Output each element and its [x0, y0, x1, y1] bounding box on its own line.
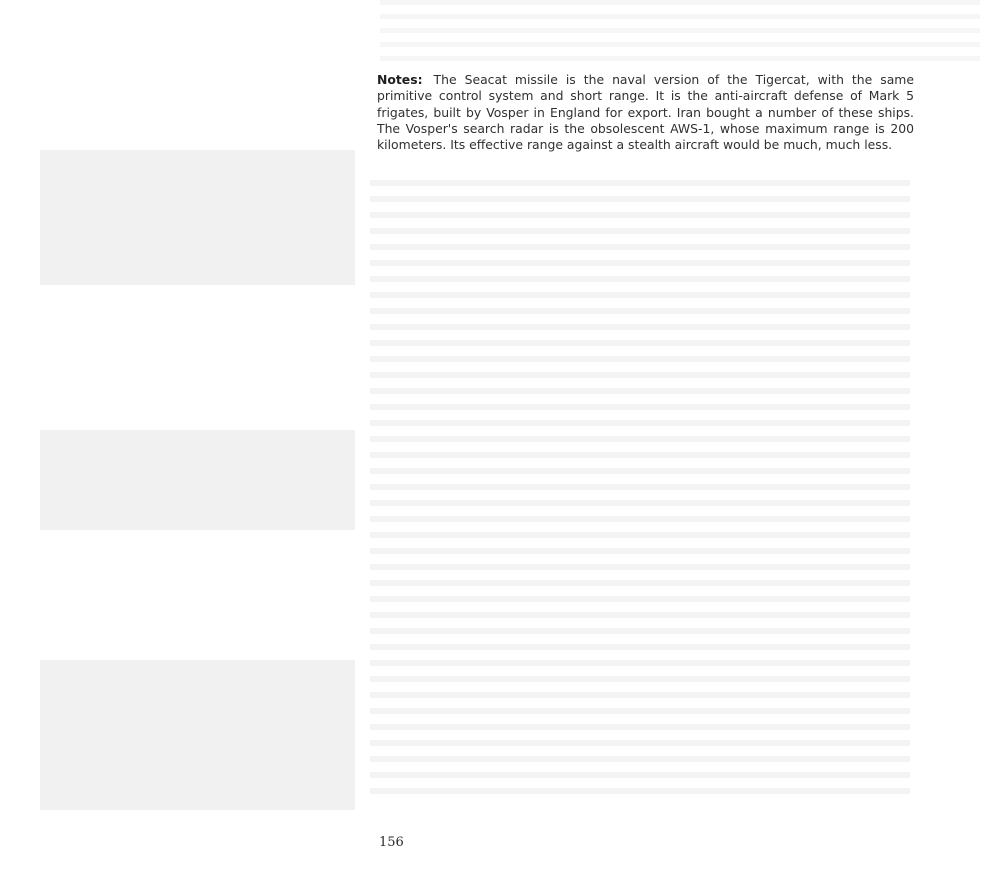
- notes-label: Notes:: [377, 72, 423, 87]
- page-number: 156: [379, 835, 404, 850]
- notes-text: The Seacat missile is the naval version of the Tigercat, with the same primitive control system and short range. It is the anti-aircraft defense of Mark 5 frigates, built by Vosper in England for export. Iran bought a number of these ships. The Vosper's search radar is the obsolescent AWS-1, whose maximum range is 200 kilometers. Its effective range against a stealth aircraft would be much, much less.: [377, 72, 914, 153]
- bleed-through-text: [380, 0, 980, 62]
- bleed-through-image: [40, 150, 355, 285]
- bleed-through-image: [40, 660, 355, 810]
- bleed-through-text: [370, 180, 910, 800]
- bleed-through-image: [40, 430, 355, 530]
- notes-paragraph: [377, 72, 914, 153]
